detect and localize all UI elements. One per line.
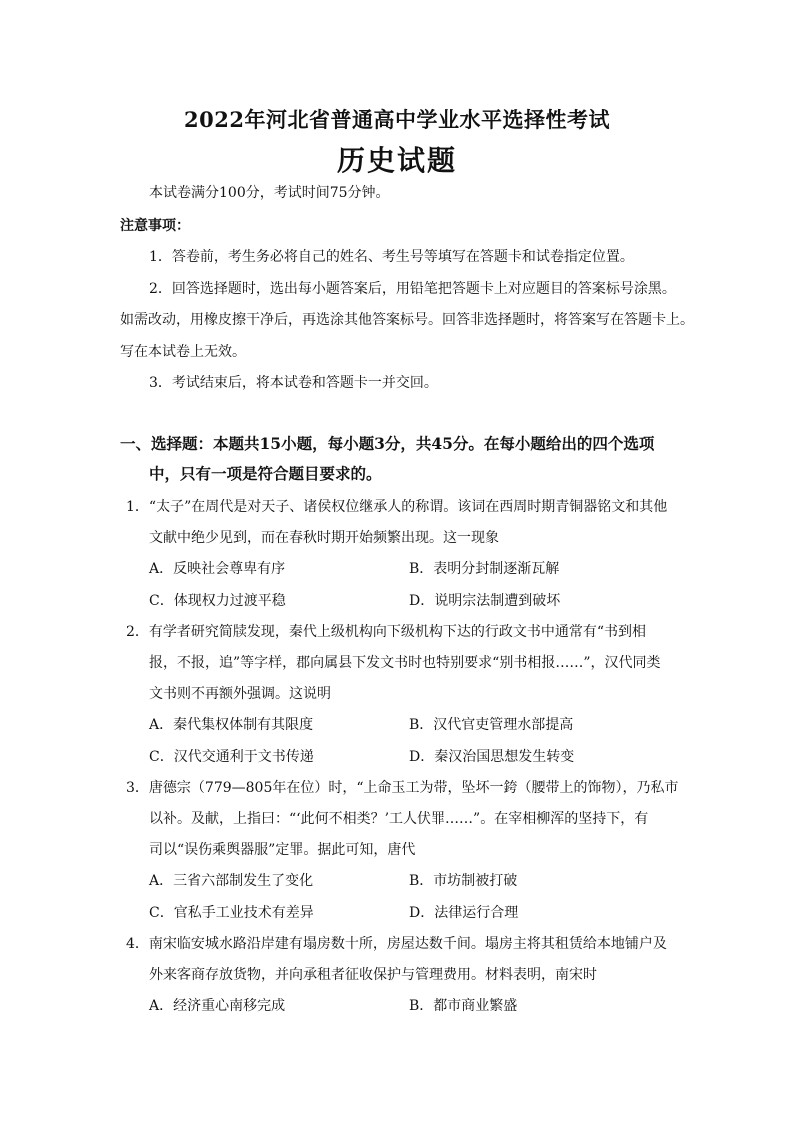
- question-4-option-b: B．都市商业繁盛: [409, 998, 518, 1014]
- question-2-option-d: D．秦汉治国思想发生转变: [409, 749, 575, 765]
- subject-title: 历史试题: [336, 144, 457, 177]
- question-3-option-b: B．市坊制被打破: [409, 873, 518, 889]
- section-heading-line-2: 中，只有一项是符合题目要求的。: [149, 464, 382, 483]
- notice-item-2-line-1: 2．回答选择题时，选出每小题答案后，用铅笔把答题卡上对应题目的答案标号涂黑。: [149, 281, 676, 297]
- question-1-line-2: 文献中绝少见到，而在春秋时期开始频繁出现。这一现象: [149, 530, 499, 546]
- question-1-option-c: C．体现权力过渡平稳: [149, 593, 286, 609]
- intro-text: 本试卷满分100分，考试时间75分钟。: [149, 185, 390, 201]
- question-2-option-a: A．秦代集权体制有其限度: [149, 717, 314, 733]
- exam-title: 2022年河北省普通高中学业水平选择性考试: [184, 107, 610, 132]
- question-1-option-a: A．反映社会尊卑有序: [149, 561, 286, 577]
- notice-heading: 注意事项：: [120, 218, 190, 234]
- question-2-option-b: B．汉代官吏管理水部提高: [409, 717, 574, 733]
- question-2-option-c: C．汉代交通利于文书传递: [149, 749, 314, 765]
- notice-item-1: 1．答卷前，考生务必将自己的姓名、考生号等填写在答题卡和试卷指定位置。: [149, 249, 634, 265]
- question-3-option-a: A．三省六部制发生了变化: [149, 873, 314, 889]
- question-4-option-a: A．经济重心南移完成: [149, 998, 286, 1014]
- question-4-line-2: 外来客商存放货物，并向承租者征收保护与管理费用。材料表明，南宋时: [149, 967, 597, 983]
- question-3-line-1: 3．唐德宗（779—805年在位）时，“上命玉工为带，坠坏一銙（腰带上的饰物），乃私市: [126, 780, 679, 796]
- question-3-option-c: C．官私手工业技术有差异: [149, 905, 314, 921]
- section-heading-line-1: 一、选择题：本题共15小题，每小题3分，共45分。在每小题给出的四个选项: [120, 434, 655, 453]
- notice-item-2-line-2: 如需改动，用橡皮擦干净后，再选涂其他答案标号。回答非选择题时，将答案写在答题卡上。: [120, 312, 694, 328]
- question-4-line-1: 4．南宋临安城水路沿岸建有塌房数十所，房屋达数千间。塌房主将其租赁给本地铺户及: [126, 936, 667, 952]
- question-3-line-3: 司以“误伤乘舆器服”定罪。据此可知，唐代: [149, 842, 416, 858]
- question-1-option-d: D．说明宗法制遭到破坏: [409, 593, 561, 609]
- notice-item-3: 3．考试结束后，将本试卷和答题卡一并交回。: [149, 375, 438, 391]
- notice-item-2-line-3: 写在本试卷上无效。: [120, 344, 246, 360]
- question-3-line-2: 以补。及献，上指曰：“‘此何不相类？’工人伏罪……”。在宰相柳浑的坚持下，有: [149, 811, 649, 827]
- question-2-line-3: 文书则不再额外强调。这说明: [149, 686, 331, 702]
- question-3-option-d: D．法律运行合理: [409, 905, 519, 921]
- question-2-line-2: 报，不报，追”等字样，郡向属县下发文书时也特别要求“别书相报……”，汉代同类: [149, 655, 661, 671]
- question-1-option-b: B．表明分封制逐渐瓦解: [409, 561, 560, 577]
- question-1-line-1: 1．“太子”在周代是对天子、诸侯权位继承人的称谓。该词在西周时期青铜器铭文和其他: [126, 499, 668, 515]
- question-2-line-1: 2．有学者研究简牍发现，秦代上级机构向下级机构下达的行政文书中通常有“书到相: [126, 624, 647, 640]
